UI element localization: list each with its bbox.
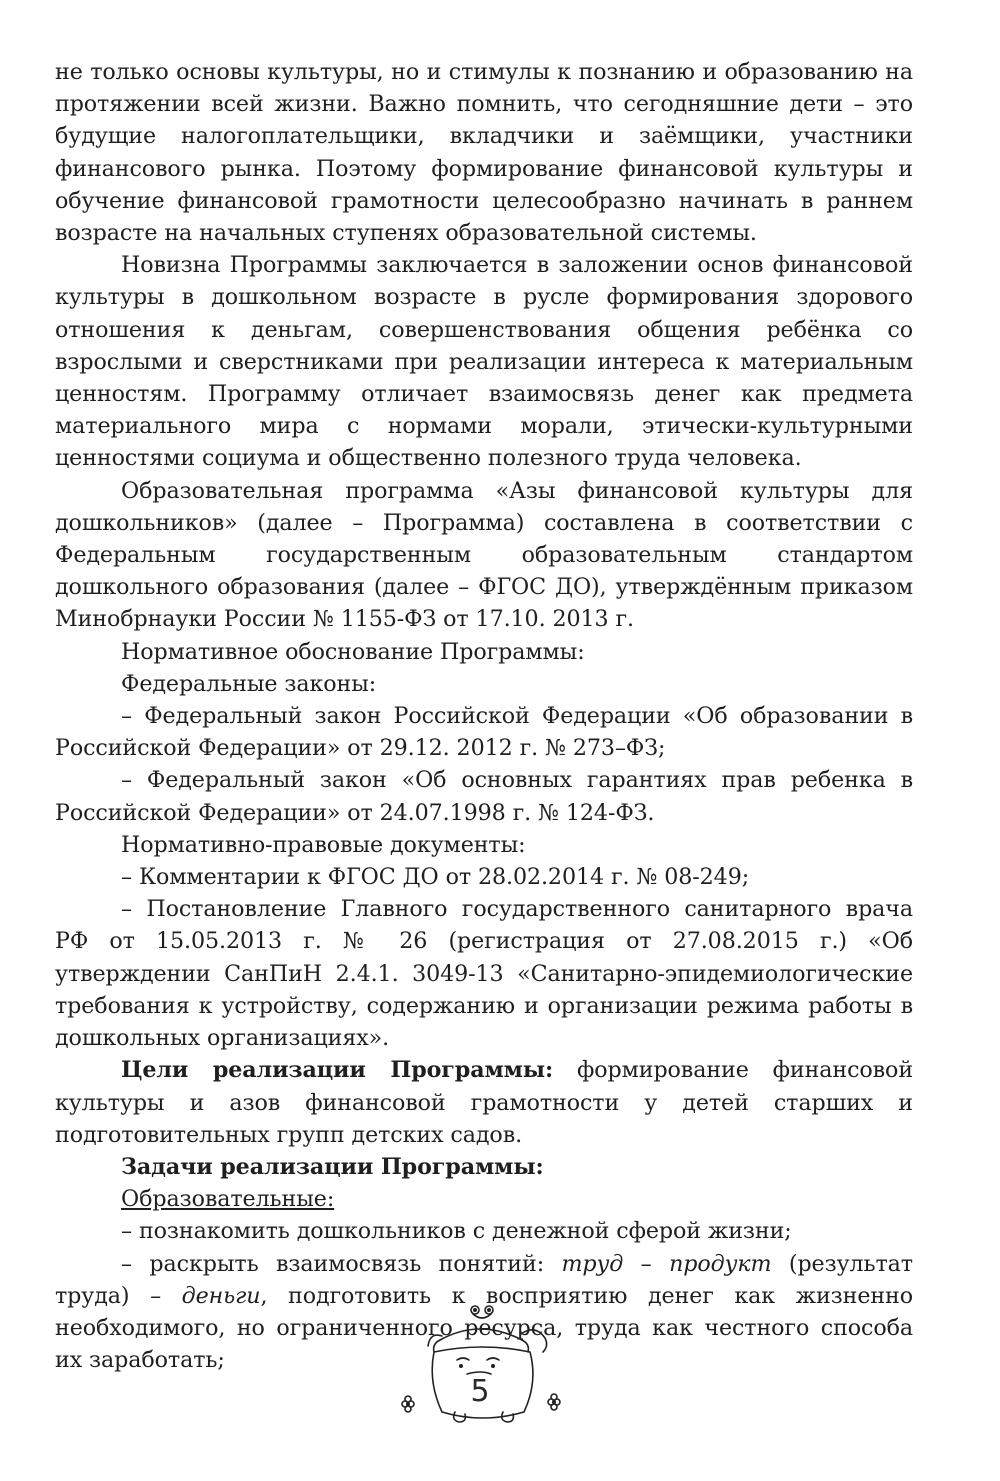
goals-heading: Цели реализации Программы: bbox=[121, 1057, 554, 1084]
task-2-produkt: продукт bbox=[669, 1250, 772, 1277]
tasks-heading: Задачи реализации Программы: bbox=[121, 1153, 544, 1180]
task-2-prefix: – раскрыть взаимосвязь понятий: bbox=[121, 1250, 562, 1277]
list-item-law-child-rights: – Федеральный закон «Об основных гарантиях прав ребенка в Российской Федерации» от 24.07.1998 г. № 124-ФЗ. bbox=[55, 767, 913, 826]
paragraph-novelty: Новизна Программы заключается в заложении основ финансовой культуры в дошкольном возрасте в русле формирования здорового отношения к деньгам, совершенствования общения ребёнка со взрослыми и сверстниками при реализации интереса к материальным ценностям. Программу отличает взаимосвязь денег как предмета материального мира с нормами морали, этически-культурными ценностями социума и общественно полезного труда человека. bbox=[55, 252, 913, 472]
paragraph-program-basis: Образовательная программа «Азы финансовой культуры для дошкольников» (далее – Программа) составлена в соответствии с Федеральным государственным образовательным стандартом дошкольного образования (далее – ФГОС ДО), утверждённым приказом Минобрнауки России № 1155-ФЗ от 17.10. 2013 г. bbox=[55, 477, 913, 633]
task-2-mid: (результат труда) – bbox=[55, 1250, 913, 1309]
list-item-task-1: – познакомить дошкольников с денежной сферой жизни; bbox=[121, 1218, 792, 1245]
tasks-heading-line bbox=[55, 1151, 913, 1183]
body-text bbox=[55, 56, 913, 1376]
paragraph-intro-continuation: не только основы культуры, но и стимулы к познанию и образованию на протяжении всей жизни. Важно помнить, что сегодняшние дети – это будущие налогоплательщики, вкладчики и заёмщики, участники финансового рынка. Поэтому формирование финансовой культуры и обучение финансовой грамотности целесообразно начинать в раннем возрасте на начальных ступенях образовательной системы. bbox=[55, 59, 913, 247]
paragraph-normative-heading: Нормативное обоснование Программы: bbox=[121, 638, 585, 665]
list-item-sanpin: – Постановление Главного государственного санитарного врача РФ от 15.05.2013 г. № 26 (регистрация от 27.08.2015 г.) «Об утверждении СанПиН 2.4.1. 3049-13 «Санитарно-эпидемиологические требования к устройству, содержанию и организации режима работы в дошкольных организациях». bbox=[55, 896, 913, 1052]
page-number: 5 bbox=[470, 1374, 490, 1409]
goals-text: формирование финансовой культуры и азов финансовой грамотности у детей старших и подготовительных групп детских садов. bbox=[55, 1057, 914, 1148]
paragraph-federal-laws-heading: Федеральные законы: bbox=[121, 670, 377, 697]
list-item-fgos-comments: – Комментарии к ФГОС ДО от 28.02.2014 г. № 08-249; bbox=[121, 864, 750, 891]
tasks-subheading: Образовательные: bbox=[121, 1186, 335, 1213]
list-item-law-education: – Федеральный закон Российской Федерации «Об образовании в Российской Федерации» от 29.12. 2012 г. № 273–ФЗ; bbox=[55, 703, 913, 762]
task-2-suffix: , подготовить к восприятию денег как жизненно необходимого, но ограниченного ресурса, труда как честного способа их заработать; bbox=[55, 1282, 913, 1374]
tasks-subheading-line bbox=[55, 1183, 913, 1215]
paragraph-legal-docs-heading: Нормативно-правовые документы: bbox=[121, 831, 526, 858]
task-2-dengi: деньги bbox=[181, 1282, 261, 1309]
task-2-dash: – bbox=[623, 1250, 670, 1277]
task-2-trud: труд bbox=[561, 1250, 624, 1277]
paragraph-goals bbox=[55, 1054, 913, 1151]
